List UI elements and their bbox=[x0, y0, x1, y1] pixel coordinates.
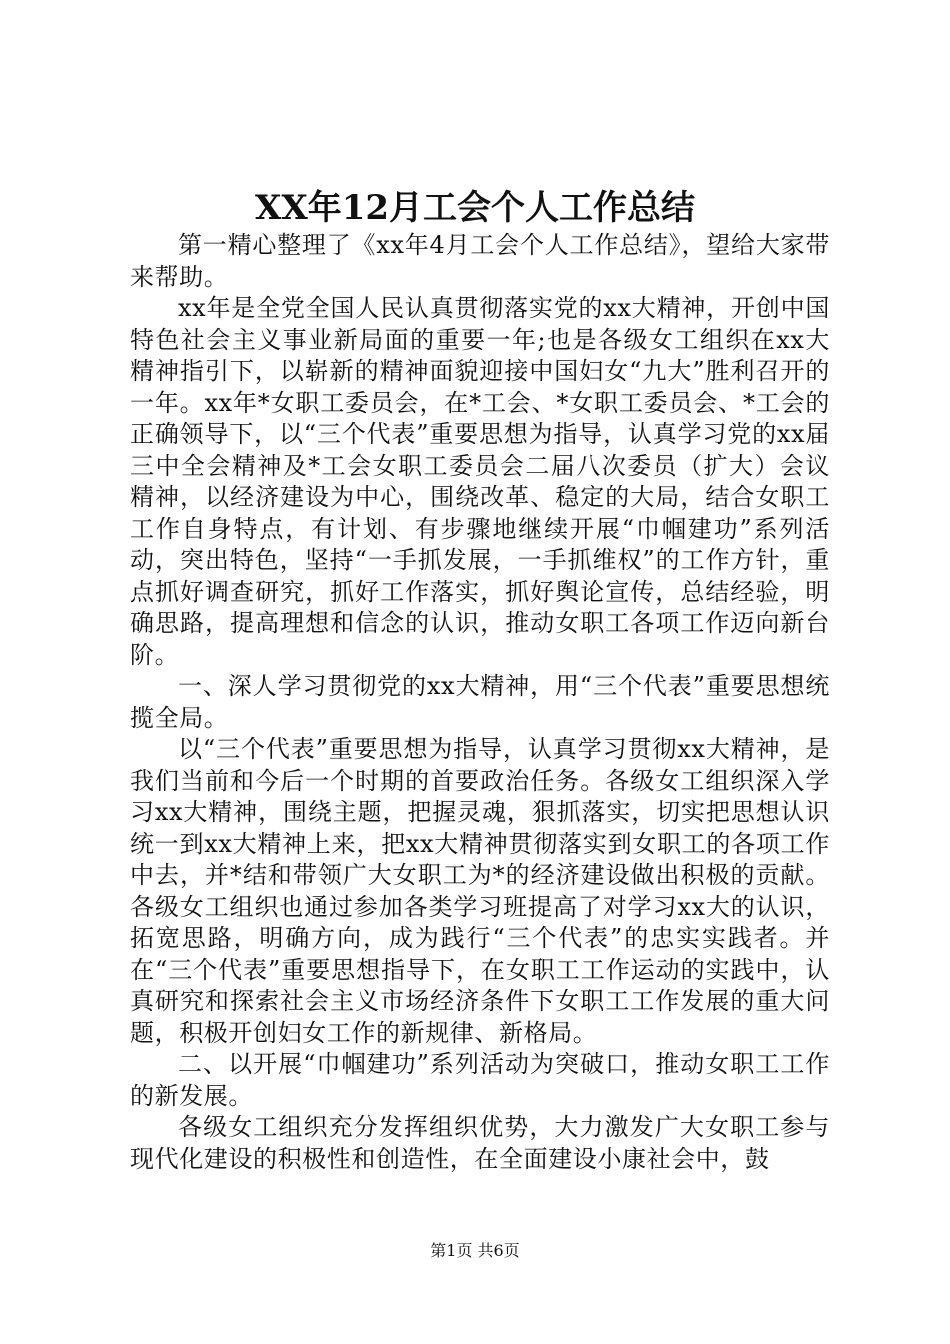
section-heading-2: 二、以开展“巾帼建功”系列活动为突破口，推动女职工工作的新发展。 bbox=[130, 1050, 830, 1110]
section-heading-1: 一、深人学习贯彻党的xx大精神，用“三个代表”重要思想统揽全局。 bbox=[130, 672, 830, 732]
paragraph-section-1: 以“三个代表”重要思想为指导，认真学习贯彻xx大精神，是我们当前和今后一个时期的首要政治任务。各级女工组织深入学习xx大精神，围绕主题，把握灵魂，狠抓落实，切实把思想认识统一到xx大精神上来，把xx大精神贯彻落实到女职工的各项工作中去，并*结和带领广大女职工为*的经济建设做出积极的贡献。各级女工组织也通过参加各类学习班提高了对学习xx大的认识，拓宽思路，明确方向，成为践行“三个代表”的忠实实践者。并在“三个代表”重要思想指导下，在女职工工作运动的实践中，认真研究和探索社会主义市场经济条件下女职工工作发展的重大问题，积极开创妇女工作的新规律、新格局。 bbox=[130, 735, 830, 1047]
paragraph-overview: xx年是全党全国人民认真贯彻落实党的xx大精神，开创中国特色社会主义事业新局面的重要一年;也是各级女工组织在xx大精神指引下，以崭新的精神面貌迎接中国妇女“九大”胜利召开的一年。xx年*女职工委员会，在*工会、*女职工委员会、*工会的正确领导下，以“三个代表”重要思想为指导，认真学习党的xx届三中全会精神及*工会女职工委员会二届八次委员（扩大）会议精神，以经济建设为中心，围绕改革、稳定的大局，结合女职工工作自身特点，有计划、有步骤地继续开展“巾帼建功”系列活动，突出特色，坚持“一手抓发展，一手抓维权”的工作方针，重点抓好调查研究，抓好工作落实，抓好舆论宣传，总结经验，明确思路，提高理想和信念的认识，推动女职工各项工作迈向新台阶。 bbox=[130, 294, 830, 669]
document-title: XX年12月工会个人工作总结 bbox=[254, 188, 696, 228]
paragraph-section-2: 各级女工组织充分发挥组织优势，大力激发广大女职工参与现代化建设的积极性和创造性，在全面建设小康社会中，鼓 bbox=[130, 1113, 830, 1173]
document-body bbox=[130, 230, 830, 1175]
page-number-footer: 第1页 共6页 bbox=[430, 1241, 520, 1260]
paragraph-intro: 第一精心整理了《xx年4月工会个人工作总结》，望给大家带来帮助。 bbox=[130, 231, 830, 291]
